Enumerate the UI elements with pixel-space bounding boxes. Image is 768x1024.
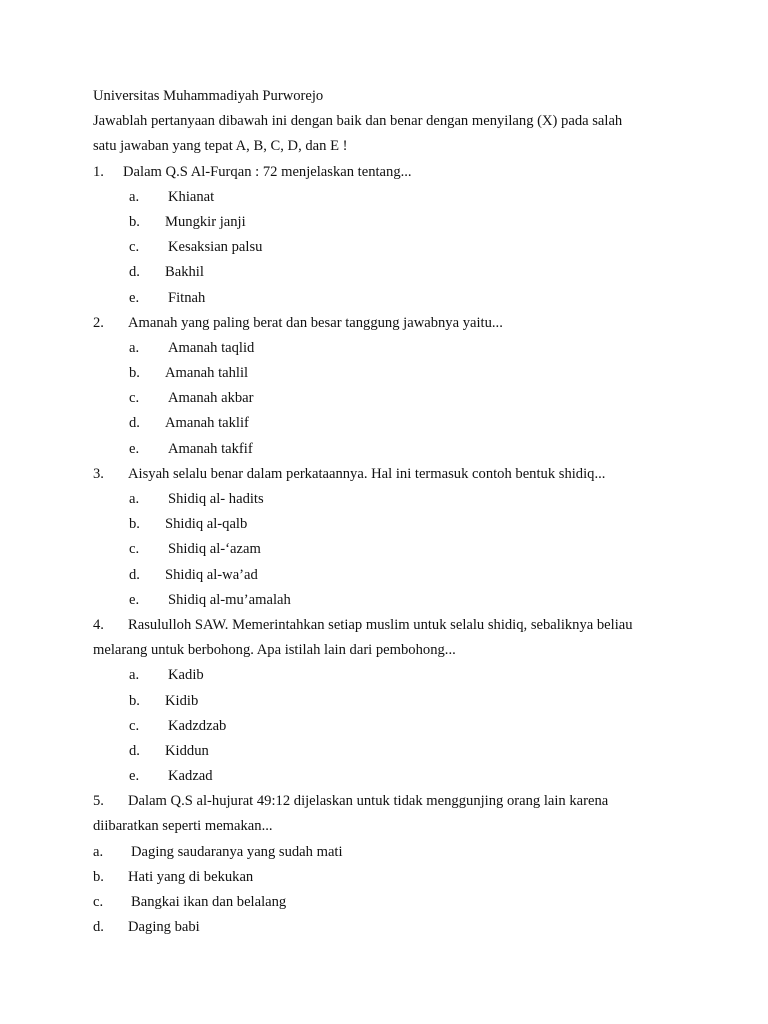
option-letter: c.	[129, 541, 140, 558]
instruction-line-2: satu jawaban yang tepat A, B, C, D, dan E !	[93, 138, 348, 155]
option-5a	[93, 842, 673, 867]
option-text: Shidiq al-‘azam	[168, 541, 261, 558]
option-2a	[93, 338, 673, 363]
option-5c	[93, 892, 673, 917]
option-2c	[93, 388, 673, 413]
option-text: Hati yang di bekukan	[128, 868, 254, 885]
option-1a	[93, 187, 673, 212]
option-letter: e.	[129, 440, 140, 457]
question-text: Dalam Q.S al-hujurat 49:12 dijelaskan untuk tidak menggunjing orang lain karena	[128, 793, 609, 810]
option-text: Kidib	[165, 692, 199, 709]
question-1	[93, 162, 673, 313]
question-text: Rasululloh SAW. Memerintahkan setiap muslim untuk selalu shidiq, sebaliknya beliau	[128, 616, 633, 633]
option-letter: e.	[129, 591, 140, 608]
question-text: Aisyah selalu benar dalam perkataannya. Hal ini termasuk contoh bentuk shidiq...	[128, 465, 606, 482]
option-text: Kiddun	[165, 742, 209, 759]
question-1-stem	[93, 162, 673, 187]
option-4a	[93, 665, 673, 690]
option-letter: c.	[93, 894, 104, 910]
option-letter: b.	[129, 213, 140, 230]
option-text: Shidiq al-qalb	[165, 516, 248, 533]
option-text: Shidiq al- hadits	[168, 491, 264, 507]
question-text: Amanah yang paling berat dan besar tanggung jawabnya yaitu...	[128, 314, 503, 331]
option-5b	[93, 867, 673, 892]
option-1c	[93, 237, 673, 262]
question-2-stem	[93, 313, 673, 338]
option-text: Amanah takfif	[168, 440, 253, 457]
option-text: Shidiq al-mu’amalah	[168, 591, 291, 608]
question-5-stem	[93, 791, 673, 816]
option-2b	[93, 363, 673, 388]
question-number: 2.	[93, 314, 104, 331]
option-5d	[93, 917, 673, 942]
option-3a	[93, 489, 673, 514]
option-text: Amanah taklif	[165, 415, 249, 432]
option-3e	[93, 590, 673, 615]
option-text: Kadzdzab	[168, 717, 227, 734]
option-letter: c.	[129, 390, 140, 407]
option-text: Daging babi	[128, 919, 200, 936]
option-text: Khianat	[168, 188, 215, 205]
exam-document	[93, 86, 673, 942]
question-4-stem-continued: melarang untuk berbohong. Apa istilah lain dari pembohong...	[93, 642, 456, 659]
document-header	[93, 86, 673, 162]
question-4	[93, 615, 673, 791]
option-letter: c.	[129, 239, 140, 256]
option-text: Fitnah	[168, 289, 206, 306]
question-number: 4.	[93, 616, 104, 633]
question-text: Dalam Q.S Al-Furqan : 72 menjelaskan tentang...	[123, 163, 412, 180]
option-3c	[93, 539, 673, 564]
option-text: Amanah taqlid	[168, 339, 255, 356]
question-4-stem	[93, 615, 673, 640]
option-4c	[93, 716, 673, 741]
option-letter: a.	[129, 491, 140, 507]
option-4b	[93, 691, 673, 716]
option-letter: c.	[129, 717, 140, 734]
option-letter: a.	[129, 667, 140, 684]
option-letter: d.	[129, 264, 140, 281]
option-text: Bangkai ikan dan belalang	[131, 894, 287, 910]
question-5	[93, 791, 673, 942]
question-3-stem	[93, 464, 673, 489]
option-letter: d.	[129, 415, 140, 432]
option-letter: a.	[93, 843, 104, 860]
option-4d	[93, 741, 673, 766]
option-letter: e.	[129, 289, 140, 306]
option-letter: b.	[129, 516, 140, 533]
question-5-stem-continued: diibaratkan seperti memakan...	[93, 818, 273, 835]
question-number: 5.	[93, 793, 104, 810]
question-number: 3.	[93, 465, 104, 482]
option-letter: e.	[129, 768, 140, 785]
question-3	[93, 464, 673, 615]
question-number: 1.	[93, 163, 104, 180]
option-letter: b.	[129, 365, 140, 382]
option-text: Kesaksian palsu	[168, 239, 263, 256]
option-text: Kadzad	[168, 768, 213, 785]
option-text: Amanah akbar	[168, 390, 254, 407]
option-text: Bakhil	[165, 264, 204, 281]
option-1b	[93, 212, 673, 237]
option-2d	[93, 413, 673, 438]
option-letter: a.	[129, 339, 140, 356]
instruction-line-1: Jawablah pertanyaan dibawah ini dengan baik dan benar dengan menyilang (X) pada salah	[93, 113, 623, 130]
option-letter: d.	[93, 919, 104, 936]
option-3d	[93, 565, 673, 590]
option-text: Kadib	[168, 667, 204, 684]
option-letter: d.	[129, 566, 140, 583]
option-letter: b.	[129, 692, 140, 709]
option-3b	[93, 514, 673, 539]
option-letter: d.	[129, 742, 140, 759]
option-letter: a.	[129, 188, 140, 205]
option-2e	[93, 439, 673, 464]
option-text: Mungkir janji	[165, 213, 246, 230]
question-2	[93, 313, 673, 464]
option-text: Amanah tahlil	[165, 365, 249, 382]
option-text: Daging saudaranya yang sudah mati	[131, 843, 343, 860]
option-1e	[93, 288, 673, 313]
option-letter: b.	[93, 868, 104, 885]
option-4e	[93, 766, 673, 791]
option-text: Shidiq al-wa’ad	[165, 566, 258, 583]
institution-name: Universitas Muhammadiyah Purworejo	[93, 88, 324, 104]
option-1d	[93, 262, 673, 287]
